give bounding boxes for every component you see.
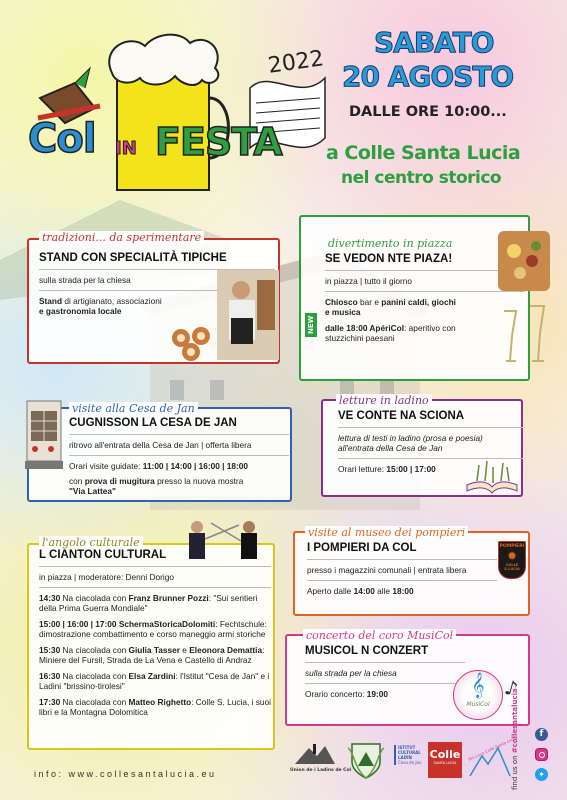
cianton-event5: 17:30 Na ciacolada con Matteo Righetto: Colle S. Lucia, i suoi libri e la Montagna Dolomitica xyxy=(39,697,271,717)
coro-line1: Orario concerto: 19:00 xyxy=(305,689,389,699)
logo-in: IN xyxy=(115,138,137,159)
piaza-line2: e musica xyxy=(325,307,361,317)
music-note-icon: ♪ xyxy=(502,674,521,702)
sciona-line1: Orari letture: 15:00 | 17:00 xyxy=(338,464,436,474)
sciona-box xyxy=(321,394,523,497)
coro-box xyxy=(285,629,530,726)
find-us-text: find us on #collesantalucia xyxy=(511,688,519,790)
stand-box xyxy=(27,231,280,364)
cesa-line1: Orari visite guidate: 11:00 | 14:00 | 16:00 | 18:00 xyxy=(69,461,248,471)
cianton-event4: 16:30 Na ciacolada con Elsa Zardini: l'Istitut "Cesa de Jan" e i Ladini "brissino-tirolesi" xyxy=(39,671,270,691)
sponsor-coat-of-arms xyxy=(348,738,384,784)
twitter-icon[interactable]: ✦ xyxy=(535,768,548,781)
piaza-where: in piazza | tutto il giorno xyxy=(325,276,413,286)
fencers-photo xyxy=(179,519,269,577)
sciona-title: VE CONTE NA SCIONA xyxy=(338,410,465,422)
cianton-box xyxy=(27,536,275,750)
piaza-box xyxy=(299,215,530,381)
cesa-line2: con prova di mugitura presso la nuova mostra xyxy=(69,476,244,486)
colinfesta-logo xyxy=(20,28,340,203)
header-time: DALLE ORE 10:00... xyxy=(349,104,507,120)
stand-line1: Stand di artigianato, associazioni xyxy=(39,296,162,306)
stand-line2: e gastronomia locale xyxy=(39,306,122,316)
piaza-title: SE VEDON NTE PIAZA! xyxy=(325,253,453,265)
new-badge: NEW xyxy=(305,313,317,337)
cianton-event2: 15:00 | 16:00 | 17:00 SchermaStoricaDolomiti: Fechtschule: dimostrazione combattimento e corso maneggio armi storiche xyxy=(39,619,267,639)
header-place1: a Colle Santa Lucia xyxy=(326,142,521,164)
coat-of-arms-icon xyxy=(348,738,384,780)
sciona-tag: letture in ladino xyxy=(336,394,432,407)
cianton-event1: 14:30 Na ciacolada con Franz Brunner Pozzi: "Sui sentieri della Prima Guerra Mondiale" xyxy=(39,593,258,613)
cianton-title: L CIANTON CULTURAL xyxy=(39,549,167,561)
piaza-tag: divertimento in piazza xyxy=(328,237,453,250)
coro-title: MUSICOL N CONZERT xyxy=(305,645,429,657)
stand-title: STAND CON SPECIALITÀ TIPICHE xyxy=(39,252,227,264)
piaza-line1: Chiosco bar e panini caldi, giochi xyxy=(325,297,456,307)
header-place2: nel centro storico xyxy=(341,168,502,188)
header-day: SABATO xyxy=(374,26,494,59)
pompieri-where: presso i magazzini comunali | entrata libera xyxy=(307,565,467,575)
stand-where: sulla strada per la chiesa xyxy=(39,275,131,285)
piaza-line4: stuzzichini paesani xyxy=(325,333,395,343)
cesa-title: CUGNISSON LA CESA DE JAN xyxy=(69,417,237,429)
logo-year: 2022 xyxy=(266,46,326,79)
open-book-icon xyxy=(463,459,521,495)
flame-icon: ✹ xyxy=(506,549,518,563)
sponsor-proloco: Pro Loco Colle Santa Lucia xyxy=(466,742,512,782)
food-photo xyxy=(169,326,219,362)
pompieri-title: I POMPIERI DA COL xyxy=(307,542,417,554)
musicol-logo: 𝄞 MusiCol xyxy=(453,670,503,720)
aperitivo-board-icon xyxy=(496,211,556,381)
footer-info: info: www.collesantalucia.eu xyxy=(34,769,217,779)
cianton-event3: 15:30 Na ciacolada con Giulia Tasser e Eleonora Demattia: Miniere del Fursil, Strada de La Vena e Castello di Andraz xyxy=(39,645,265,665)
cesa-box xyxy=(27,402,292,502)
sciona-where2: all'entrata della Cesa de Jan xyxy=(338,443,443,453)
treble-clef-icon: 𝄞 xyxy=(471,673,485,698)
facebook-icon[interactable]: f xyxy=(535,728,548,741)
cesa-line3: "Via Lattea" xyxy=(69,486,116,496)
instagram-icon[interactable] xyxy=(535,748,548,761)
cianton-tag: l'angolo culturale xyxy=(39,536,143,549)
sponsor-istitut-ladin: ISTITUT CULTURAL LADIN Cesa de Jan xyxy=(394,745,426,765)
cianton-where: in piazza | moderatore: Denni Dorigo xyxy=(39,572,174,582)
pompieri-tag: visite al museo dei pompieri xyxy=(305,526,468,539)
sponsor-colle-logo: Colle SANTA LUCIA xyxy=(428,742,462,778)
coro-tag: concerto del coro MusiCol xyxy=(303,629,456,642)
pompieri-box xyxy=(293,526,530,616)
stand-tag: tradizioni... da sperimentare xyxy=(39,231,204,244)
piaza-line3: dalle 18:00 ApériCol: aperitivo con xyxy=(325,323,456,333)
craftsman-photo xyxy=(217,270,279,360)
cesa-where: ritrovo all'entrata della Cesa de Jan | offerta libera xyxy=(69,440,252,450)
sponsor-union-ladins: Union de i Ladins de Col xyxy=(290,742,340,773)
coro-where: sulla strada per la chiesa xyxy=(305,668,397,678)
logo-col: Col xyxy=(28,116,96,162)
pompieri-line1: Aperto dalle 14:00 alle 18:00 xyxy=(307,586,414,596)
pompieri-badge: POMPIERI ✹ COLLE S.LUCIA xyxy=(498,541,526,579)
sciona-where1: lettura di testi in ladino (prosa e poesia) xyxy=(338,433,483,443)
cesa-building-icon xyxy=(23,393,67,485)
header-date: 20 AGOSTO xyxy=(342,60,514,93)
logo-festa: FESTA xyxy=(155,120,282,164)
cesa-tag: visite alla Cesa de Jan xyxy=(69,402,198,415)
mountain-church-icon xyxy=(295,742,335,764)
